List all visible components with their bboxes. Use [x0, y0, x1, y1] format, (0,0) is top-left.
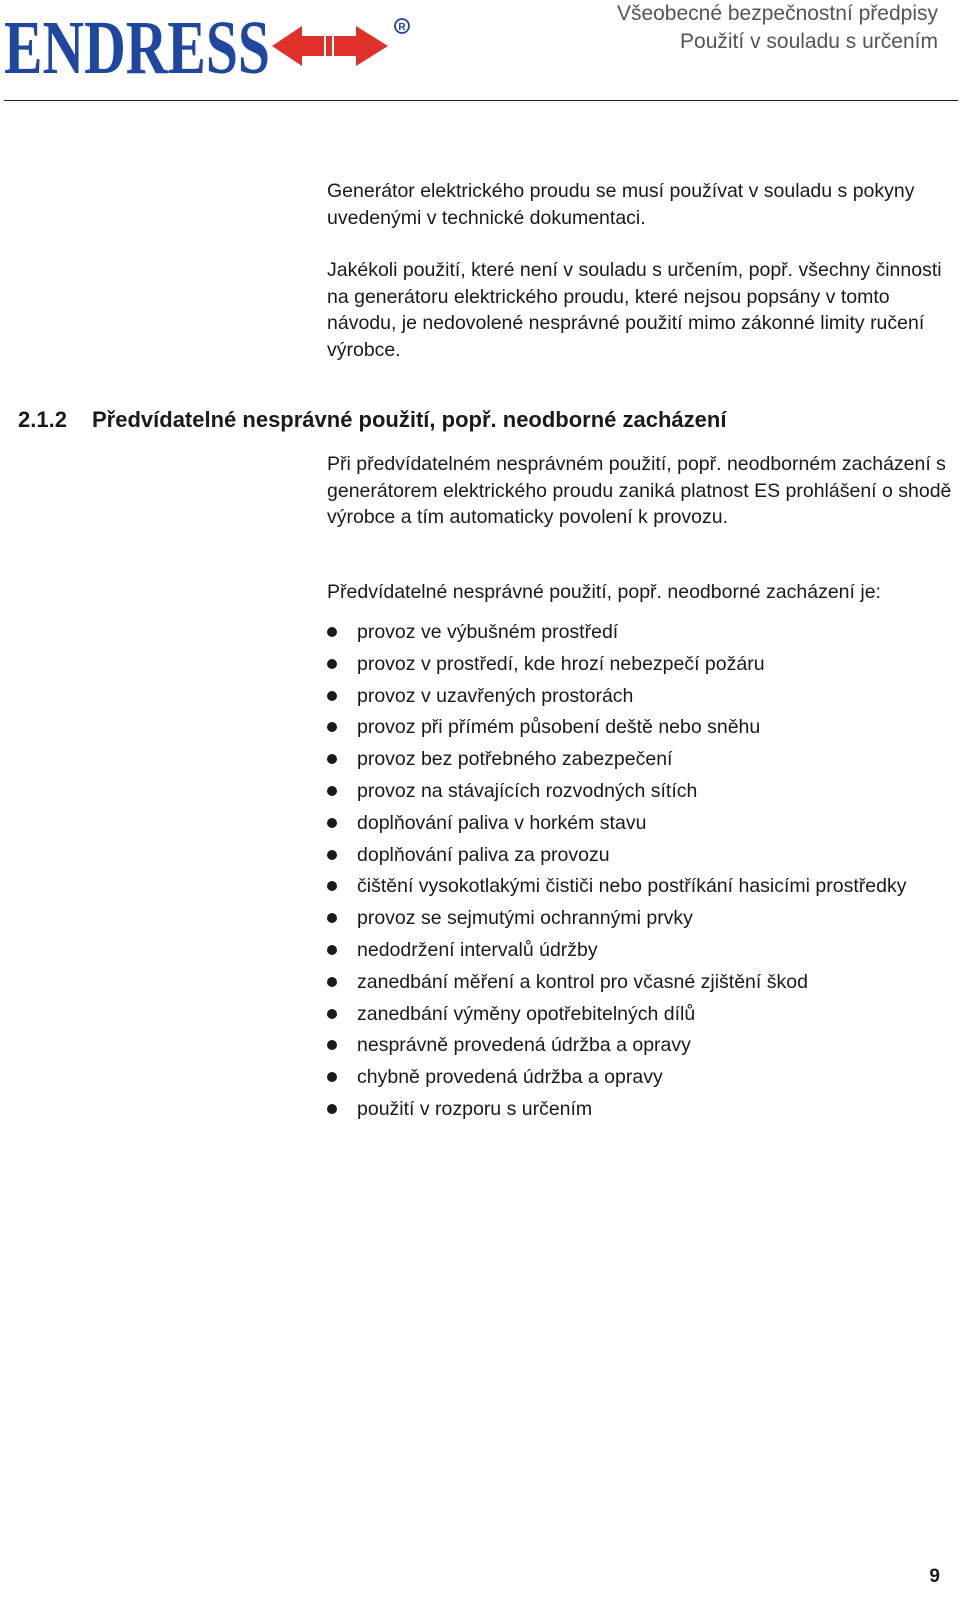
running-head-line2: Použití v souladu s určením	[680, 30, 938, 53]
list-item: zanedbání měření a kontrol pro včasné zjištění škod	[327, 969, 957, 996]
section-number: 2.1.2	[18, 407, 67, 432]
running-head-line1: Všeobecné bezpečnostní předpisy	[616, 2, 938, 25]
list-item: zanedbání výměny opotřebitelných dílů	[327, 1001, 957, 1028]
logo-wordmark: ENDRESS	[4, 8, 270, 84]
bullet-icon	[327, 754, 337, 764]
page-number: 9	[929, 1566, 940, 1587]
bullet-icon	[327, 691, 337, 701]
list-item: doplňování paliva v horkém stavu	[327, 810, 957, 837]
bullet-icon	[327, 1072, 337, 1082]
list-item: provoz ve výbušném prostředí	[327, 619, 957, 646]
list-item: nedodržení intervalů údržby	[327, 937, 957, 964]
list-item: použití v rozporu s určením	[327, 1096, 957, 1123]
running-head	[617, 0, 938, 56]
paragraph-list-lead: Předvídatelné nesprávné použití, popř. neodborné zacházení je:	[327, 581, 881, 603]
list-item: provoz bez potřebného zabezpečení	[327, 746, 957, 773]
section-title: Předvídatelné nesprávné použití, popř. neodborné zacházení	[92, 407, 727, 432]
bullet-icon	[327, 722, 337, 732]
bullet-icon	[327, 850, 337, 860]
list-item: nesprávně provedená údržba a opravy	[327, 1032, 957, 1059]
list-item: chybně provedená údržba a opravy	[327, 1064, 957, 1091]
bullet-icon	[327, 913, 337, 923]
misuse-list	[327, 619, 957, 1128]
list-item: provoz se sejmutými ochrannými prvky	[327, 905, 957, 932]
list-item: čištění vysokotlakými čističi nebo postříkání hasicími prostředky	[327, 873, 917, 900]
bullet-icon	[327, 1104, 337, 1114]
logo-arrows-icon	[272, 8, 406, 84]
paragraph-misuse: Jakékoli použití, které není v souladu s určením, popř. všechny činnosti na generátoru elektrického proudu, které nejsou popsány v tomto návodu, je nedovolené nesprávné použití mimo zákonné limity ručení výrobce.	[327, 259, 942, 361]
list-item: provoz při přímém působení deště nebo sněhu	[327, 714, 957, 741]
bullet-icon	[327, 818, 337, 828]
list-item: provoz v prostředí, kde hrozí nebezpečí požáru	[327, 651, 957, 678]
list-item: doplňování paliva za provozu	[327, 842, 957, 869]
bullet-icon	[327, 627, 337, 637]
bullet-icon	[327, 881, 337, 891]
endress-logo	[4, 8, 414, 84]
paragraph-usage: Generátor elektrického proudu se musí používat v souladu s pokyny uvedenými v technické dokumentaci.	[327, 180, 915, 229]
section-heading	[18, 405, 726, 435]
list-item: provoz na stávajících rozvodných sítích	[327, 778, 957, 805]
bullet-icon	[327, 1040, 337, 1050]
bullet-icon	[327, 659, 337, 669]
paragraph-section-intro: Při předvídatelném nesprávném použití, popř. neodborném zacházení s generátorem elektrického proudu zaniká platnost ES prohlášení o shodě výrobce a tím automaticky povolení k provozu.	[327, 453, 952, 528]
bullet-icon	[327, 945, 337, 955]
svg-text:R: R	[398, 22, 406, 33]
header-divider	[4, 100, 958, 101]
bullet-icon	[327, 1009, 337, 1019]
bullet-icon	[327, 977, 337, 987]
bullet-icon	[327, 786, 337, 796]
list-item: provoz v uzavřených prostorách	[327, 683, 957, 710]
